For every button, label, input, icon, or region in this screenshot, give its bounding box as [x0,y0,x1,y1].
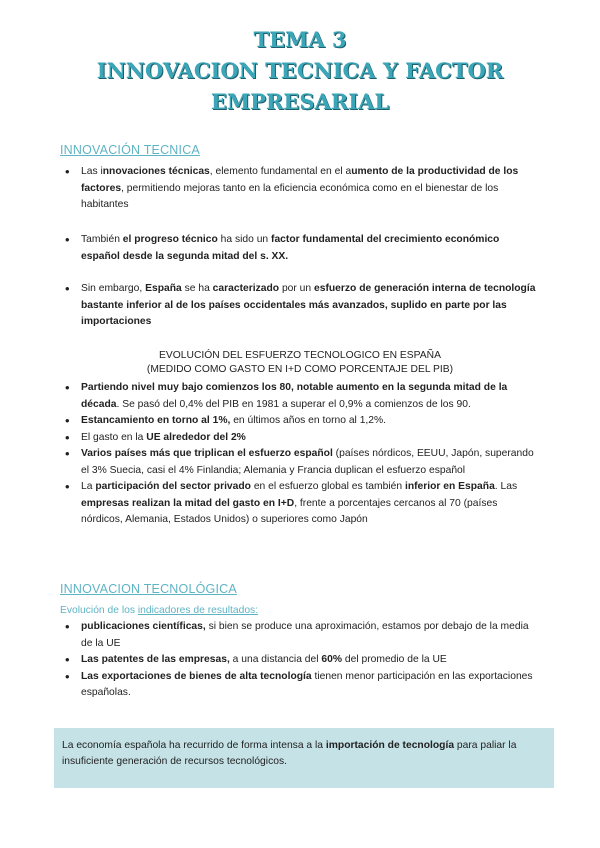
title-line-1: TEMA 3 [253,27,347,52]
title-line-2: INNOVACION TECNICA Y FACTOR [96,58,504,83]
indicators-bullet-list [65,619,540,702]
indicators-subheading: Evolución de los indicadores de resultados: [60,605,259,616]
title-line-3: EMPRESARIAL [210,89,390,114]
caption-line-1: EVOLUCIÓN DEL ESFUERZO TECNOLOGICO EN ESPAÑA [159,350,441,361]
list-item: • Sin embargo, España se ha caracterizado por un esfuerzo de generación interna de tecnología bastante inferior al de los países occidentales más avanzados, suplido en parte por las importaciones [65,281,540,331]
list-item: • El gasto en la UE alrededor del 2% [65,430,540,447]
list-item: • Partiendo nivel muy bajo comienzos los 80, notable aumento en la segunda mitad de la década. Se pasó del 0,4% del PIB en 1981 a superar el 0,9% a comienzos de los 90. [65,380,540,413]
indicators-link: indicadores de resultados: [137,605,259,616]
list-item: • Varios países más que triplican el esfuerzo español (países nórdicos, EEUU, Japón, superando el 3% Suecia, casi el 4% Finlandia; Alemania y Francia duplican el esfuerzo español [65,446,540,479]
list-item: • publicaciones científicas, si bien se produce una aproximación, estamos por debajo de la media de la UE [65,619,540,652]
list-item: • Las innovaciones técnicas, elemento fundamental en el aumento de la productividad de los factores, permitiendo mejoras tanto en la eficiencia económica como en el bienestar de los habitantes [65,164,540,214]
section-heading-innovacion-tecnologica: INNOVACION TECNOLÓGICA [60,582,237,596]
list-item: • Estancamiento en torno al 1%, en últimos años en torno al 1,2%. [65,413,540,430]
list-item: • Las exportaciones de bienes de alta tecnología tienen menor participación en las exportaciones españolas. [65,669,540,702]
section-heading-innovacion-tecnica: INNOVACIÓN TECNICA [60,143,200,157]
intro-bullet-list-3 [65,281,540,331]
list-item: • Las patentes de las empresas, a una distancia del 60% del promedio de la UE [65,652,540,669]
page-title [0,24,600,117]
intro-bullet-list [65,164,540,214]
list-item: • También el progreso técnico ha sido un factor fundamental del crecimiento económico español desde la segunda mitad del s. XX. [65,232,540,265]
intro-bullet-list-2 [65,232,540,265]
caption-line-2: (MEDIDO COMO GASTO EN I+D COMO PORCENTAJE DEL PIB) [146,364,454,375]
chart-caption [60,349,540,377]
list-item: • La participación del sector privado en el esfuerzo global es también inferior en España. Las empresas realizan la mitad del gasto en I+D, frente a porcentajes cercanos al 70 (países nórdicos, Alemania, Estados Unidos) o superiores como Japón [65,479,540,529]
summary-box: La economía española ha recurrido de forma intensa a la importación de tecnología para paliar la insuficiente generación de recursos tecnológicos. [54,728,554,788]
evolution-bullet-list [65,380,540,529]
